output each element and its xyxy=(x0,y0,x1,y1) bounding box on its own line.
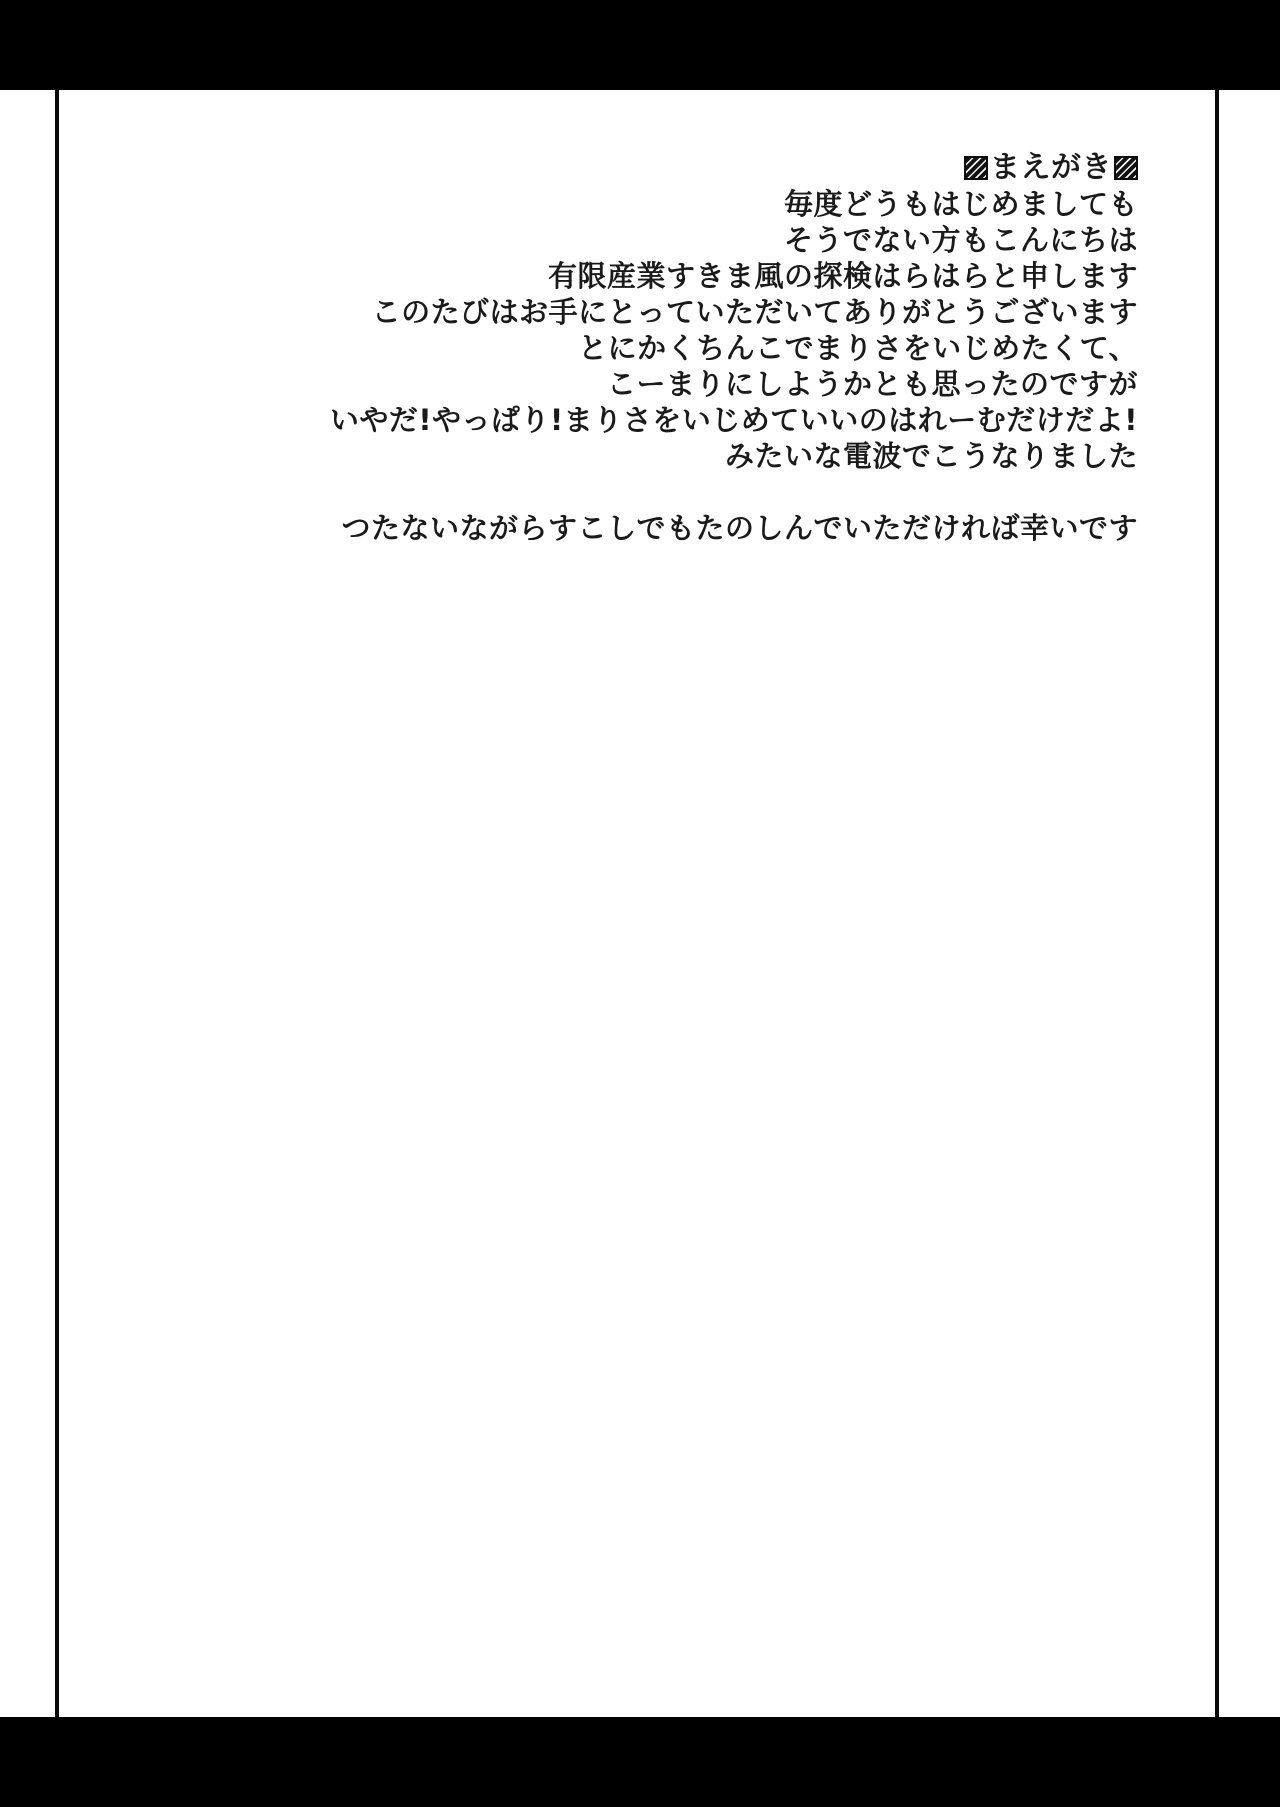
bottom-border-bar xyxy=(0,1717,1280,1807)
preface-title xyxy=(238,150,1138,186)
hatched-square-icon xyxy=(964,156,988,180)
preface-line: このたびはお手にとっていただいてありがとうございます xyxy=(371,295,1138,329)
preface-line: いやだ!やっぱり!まりさをいじめていいのはれーむだけだよ! xyxy=(329,403,1138,437)
preface-line: みたいな電波でこうなりました xyxy=(724,439,1138,473)
preface-closing-line: つたないながらすこしでもたのしんでいただければ幸いです xyxy=(341,511,1138,545)
right-frame-rule xyxy=(1215,90,1219,1717)
top-border-bar xyxy=(0,0,1280,90)
preface-line: 有限産業すきま風の探検はらはらと申します xyxy=(547,259,1138,293)
preface-block xyxy=(238,150,1138,546)
preface-title-text: まえがき xyxy=(990,150,1112,185)
left-frame-rule xyxy=(55,90,59,1717)
hatched-square-icon xyxy=(1114,156,1138,180)
preface-line: こーまりにしようかとも思ったのですが xyxy=(606,367,1138,401)
preface-line: 毎度どうもはじめましても xyxy=(783,187,1138,221)
preface-line: とにかくちんこでまりさをいじめたくて、 xyxy=(578,331,1138,365)
preface-line: そうでない方もこんにちは xyxy=(783,223,1138,257)
